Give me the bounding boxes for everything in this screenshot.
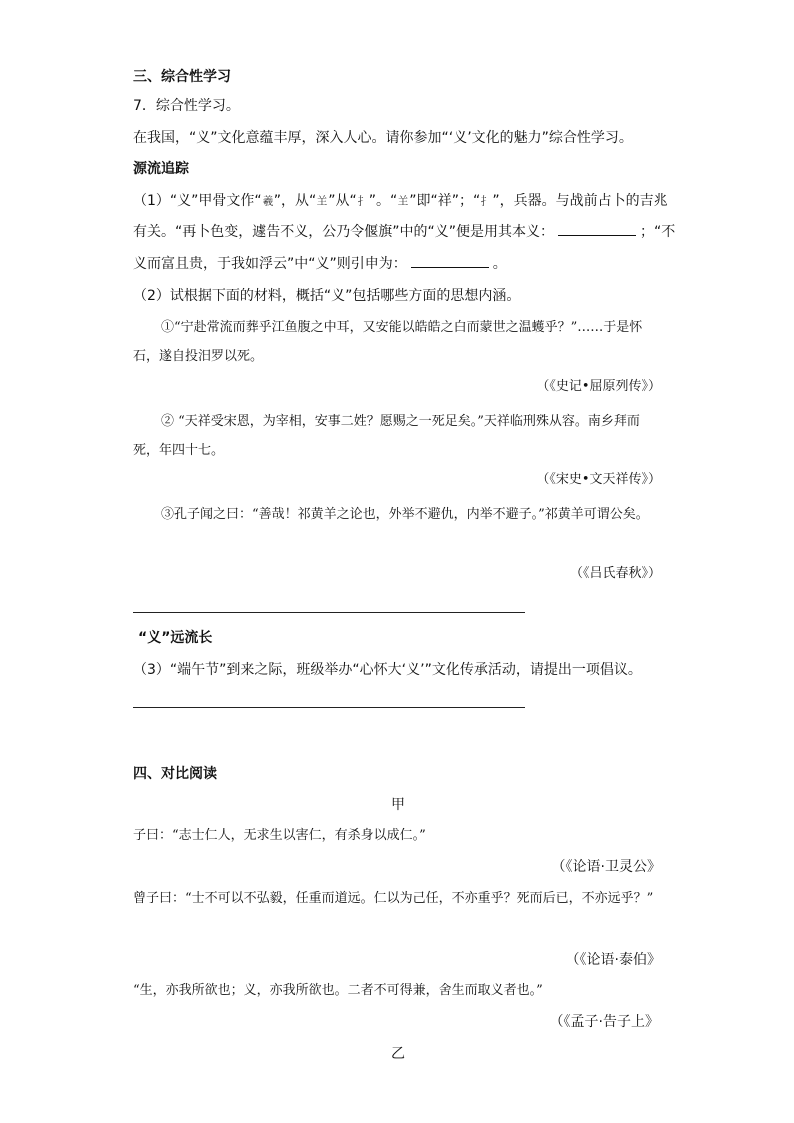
material-3-source: （《吕氏春秋》） — [569, 566, 661, 581]
passage-3: “生，亦我所欲也；义，亦我所欲也。二者不可得兼，舍生而取义者也。” — [133, 983, 543, 998]
q1-line3-text: 义而富且贵，于我如浮云”中“义”则引申为： — [133, 256, 407, 272]
material-3: ③孔子闻之曰：“善哉！祁黄羊之论也，外举不避仇，内举不避子。”祁黄羊可谓公矣。 — [161, 507, 649, 522]
q1-text-c: ”从“ — [328, 193, 357, 209]
q1-line2-tail: ；“不 — [640, 224, 676, 240]
oracle-glyph-yi: 羲 — [262, 194, 274, 208]
q1-text-b: ”，从“ — [273, 193, 317, 209]
question-title: 7．综合性学习。 — [133, 98, 240, 114]
q1-line3 — [133, 250, 663, 278]
part2-heading: “义”远流长 — [138, 630, 213, 646]
q1-line1 — [133, 187, 668, 215]
q3-line: （3）“端午节”到来之际，班级举办“心怀大‘义’”文化传承活动，请提出一项倡议。 — [133, 662, 642, 678]
answer-blank-2[interactable] — [411, 253, 489, 268]
material-2: ② “天祥受宋恩，为宰相，安事二姓？愿赐之一死足矣。”天祥临刑殊从容。南乡拜而死，年四十七。 — [133, 414, 640, 458]
material-1-source: （《史记•屈原列传》） — [536, 379, 661, 394]
q1-line2 — [133, 218, 676, 246]
material-2-source: （《宋史•文天祥传》） — [536, 472, 661, 487]
passage-3-source: （《孟子·告子上》 — [549, 1014, 659, 1030]
passage-1: 子曰：“志士仁人，无求生以害仁，有杀身以成仁。” — [133, 828, 426, 843]
q1-line3-tail: 。 — [492, 256, 507, 272]
passage-2-source: （《论语·泰伯》 — [565, 952, 661, 968]
q1-text-d: ”。“ — [368, 193, 398, 209]
q2-line: （2）试根据下面的材料，概括“义”包括哪些方面的思想内涵。 — [133, 288, 521, 304]
section4-heading: 四、对比阅读 — [133, 766, 217, 782]
answer-line-q2[interactable] — [133, 612, 525, 613]
q1-text-a: （1）“义”甲骨文作“ — [133, 193, 262, 209]
passage-1-source: （《论语·卫灵公》 — [551, 859, 661, 875]
q1-line2-text: 有关。“再卜色变，遽告不义，公乃令偃旗”中的“义”便是用其本义： — [133, 224, 555, 240]
part1-heading: 源流追踪 — [133, 161, 189, 177]
oracle-glyph-wo-2: 扌 — [480, 194, 492, 208]
answer-line-q3[interactable] — [133, 707, 525, 708]
intro-text: 在我国，“义”文化意蕴丰厚，深入人心。请你参加“‘义’文化的魅力”综合性学习。 — [133, 130, 633, 146]
answer-blank-1[interactable] — [558, 221, 636, 236]
passage-yi-label: 乙 — [391, 1046, 405, 1062]
passage-2: 曾子曰：“士不可以不弘毅，任重而道远。仁以为己任，不亦重乎？死而后已，不亦远乎？” — [133, 891, 654, 906]
section3-heading: 三、综合性学习 — [133, 69, 231, 85]
material-1: ①“宁赴常流而葬乎江鱼腹之中耳，又安能以皓皓之白而蒙世之温蠖乎？”……于是怀石，遂自投汨罗以死。 — [133, 320, 643, 364]
oracle-glyph-wo: 扌 — [357, 194, 369, 208]
q1-text-f: ”，兵器。与战前占卜的吉兆 — [492, 193, 668, 209]
q1-text-e: ”即“祥”；“ — [409, 193, 481, 209]
passage-jia-label: 甲 — [391, 797, 405, 813]
oracle-glyph-yang-2: 𦍌 — [397, 194, 409, 208]
oracle-glyph-yang: 𦍌 — [316, 194, 328, 208]
